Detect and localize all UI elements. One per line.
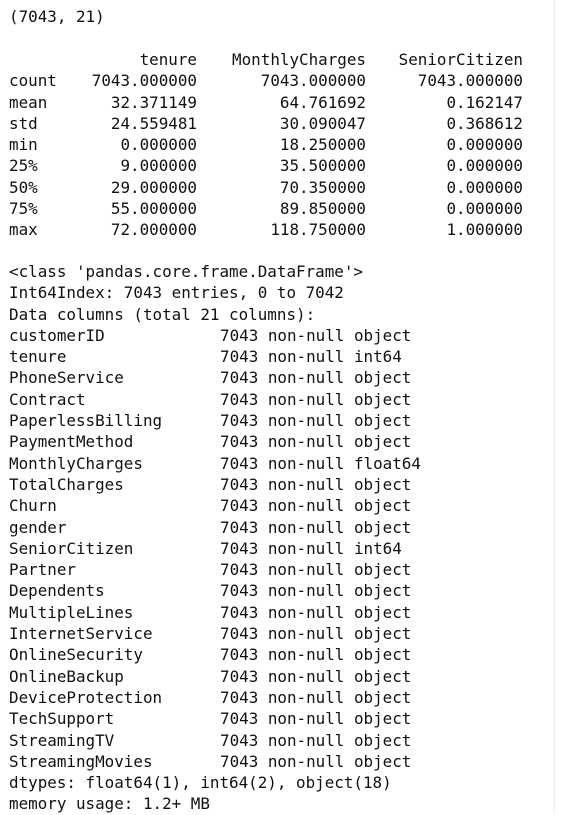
info-column-name: OnlineSecurity (9, 645, 143, 665)
info-column-name: Churn (9, 496, 57, 516)
info-column-name: PaperlessBilling (9, 411, 163, 431)
info-column-name: StreamingMovies (9, 751, 153, 771)
info-column-name: MultipleLines (9, 602, 134, 622)
describe-value: 0.000000 (446, 177, 523, 197)
describe-value: 1.000000 (446, 220, 523, 240)
describe-stat-label: 50% (9, 177, 38, 197)
info-column-row (9, 495, 421, 516)
info-column-name: OnlineBackup (9, 666, 124, 686)
info-dtypes-line: dtypes: float64(1), int64(2), object(18) (9, 773, 392, 793)
info-column-name: StreamingTV (9, 730, 115, 750)
info-column-dtype: 7043 non-null int64 (220, 347, 402, 367)
info-memory-line: memory usage: 1.2+ MB (9, 794, 210, 814)
info-column-dtype: 7043 non-null int64 (220, 538, 402, 558)
describe-stat-label: mean (9, 92, 48, 112)
info-column-name: Contract (9, 389, 86, 409)
info-column-row (9, 474, 421, 495)
describe-row (9, 219, 523, 240)
info-column-row (9, 431, 421, 452)
describe-value: 30.090047 (279, 113, 366, 133)
describe-stat-label: 75% (9, 199, 38, 219)
describe-value: 55.000000 (110, 199, 197, 219)
describe-row (9, 134, 523, 155)
describe-value: 72.000000 (110, 220, 197, 240)
info-column-dtype: 7043 non-null object (220, 560, 412, 580)
describe-value: 7043.000000 (417, 71, 523, 91)
describe-value: 0.368612 (446, 113, 523, 133)
info-column-row (9, 453, 421, 474)
info-column-row (9, 687, 421, 708)
info-column-dtype: 7043 non-null object (220, 666, 412, 686)
info-column-dtype: 7043 non-null object (220, 517, 412, 537)
info-column-dtype: 7043 non-null object (220, 411, 412, 431)
info-column-name: MonthlyCharges (9, 453, 143, 473)
describe-stat-label: 25% (9, 156, 38, 176)
info-column-row (9, 325, 421, 346)
info-column-row (9, 367, 421, 388)
info-columns-header: Data columns (total 21 columns): (9, 304, 316, 324)
describe-value: 118.750000 (270, 220, 366, 240)
describe-value: 0.162147 (446, 92, 523, 112)
info-column-name: TotalCharges (9, 474, 124, 494)
info-column-name: PhoneService (9, 368, 124, 388)
describe-stat-label: max (9, 220, 38, 240)
describe-table (9, 49, 523, 241)
describe-value: 7043.000000 (91, 71, 197, 91)
info-column-dtype: 7043 non-null float64 (220, 453, 421, 473)
info-column-row (9, 666, 421, 687)
describe-value: 32.371149 (110, 92, 197, 112)
dataframe-info (9, 261, 421, 815)
shape-output: (7043, 21) (9, 7, 105, 26)
describe-value: 24.559481 (110, 113, 197, 133)
info-column-name: InternetService (9, 624, 153, 644)
describe-value: 64.761692 (279, 92, 366, 112)
describe-value: 7043.000000 (260, 71, 366, 91)
describe-column-header: SeniorCitizen (398, 50, 523, 69)
info-column-row (9, 410, 421, 431)
describe-header-row (9, 49, 523, 70)
describe-row (9, 155, 523, 176)
describe-value: 29.000000 (110, 177, 197, 197)
info-column-dtype: 7043 non-null object (220, 709, 412, 729)
info-column-row (9, 517, 421, 538)
info-column-dtype: 7043 non-null object (220, 624, 412, 644)
describe-row (9, 92, 523, 113)
info-column-row (9, 751, 421, 772)
describe-row (9, 177, 523, 198)
describe-value: 9.000000 (120, 156, 197, 176)
info-column-dtype: 7043 non-null object (220, 687, 412, 707)
info-column-row (9, 538, 421, 559)
describe-row (9, 198, 523, 219)
info-column-dtype: 7043 non-null object (220, 368, 412, 388)
info-column-dtype: 7043 non-null object (220, 389, 412, 409)
info-column-name: tenure (9, 347, 67, 367)
info-column-dtype: 7043 non-null object (220, 602, 412, 622)
info-column-name: gender (9, 517, 67, 537)
info-column-name: PaymentMethod (9, 432, 134, 452)
describe-value: 89.850000 (279, 199, 366, 219)
describe-stat-label: std (9, 113, 38, 133)
info-column-name: SeniorCitizen (9, 538, 134, 558)
info-column-row (9, 389, 421, 410)
info-column-row (9, 644, 421, 665)
info-column-row (9, 559, 421, 580)
info-column-name: Partner (9, 560, 76, 580)
info-column-dtype: 7043 non-null object (220, 496, 412, 516)
info-column-dtype: 7043 non-null object (220, 474, 412, 494)
info-column-row (9, 623, 421, 644)
info-column-dtype: 7043 non-null object (220, 645, 412, 665)
describe-stat-label: count (9, 71, 57, 91)
info-column-row (9, 346, 421, 367)
info-index-line: Int64Index: 7043 entries, 0 to 7042 (9, 283, 344, 303)
describe-value: 0.000000 (120, 135, 197, 155)
describe-value: 35.500000 (279, 156, 366, 176)
describe-stat-label: min (9, 135, 38, 155)
info-column-name: DeviceProtection (9, 687, 163, 707)
describe-row (9, 113, 523, 134)
info-column-dtype: 7043 non-null object (220, 325, 412, 345)
describe-row (9, 70, 523, 91)
info-column-row (9, 730, 421, 751)
describe-value: 18.250000 (279, 135, 366, 155)
describe-value: 0.000000 (446, 156, 523, 176)
describe-column-header: MonthlyCharges (232, 50, 366, 69)
info-column-name: Dependents (9, 581, 105, 601)
describe-value: 0.000000 (446, 199, 523, 219)
info-class-line: <class 'pandas.core.frame.DataFrame'> (9, 262, 363, 281)
info-column-row (9, 580, 421, 601)
info-column-dtype: 7043 non-null object (220, 432, 412, 452)
describe-column-header: tenure (139, 50, 197, 69)
info-column-row (9, 602, 421, 623)
info-column-dtype: 7043 non-null object (220, 751, 412, 771)
info-column-row (9, 708, 421, 729)
info-column-dtype: 7043 non-null object (220, 730, 412, 750)
describe-value: 70.350000 (279, 177, 366, 197)
describe-value: 0.000000 (446, 135, 523, 155)
info-column-name: TechSupport (9, 709, 115, 729)
info-column-dtype: 7043 non-null object (220, 581, 412, 601)
info-column-name: customerID (9, 325, 105, 345)
